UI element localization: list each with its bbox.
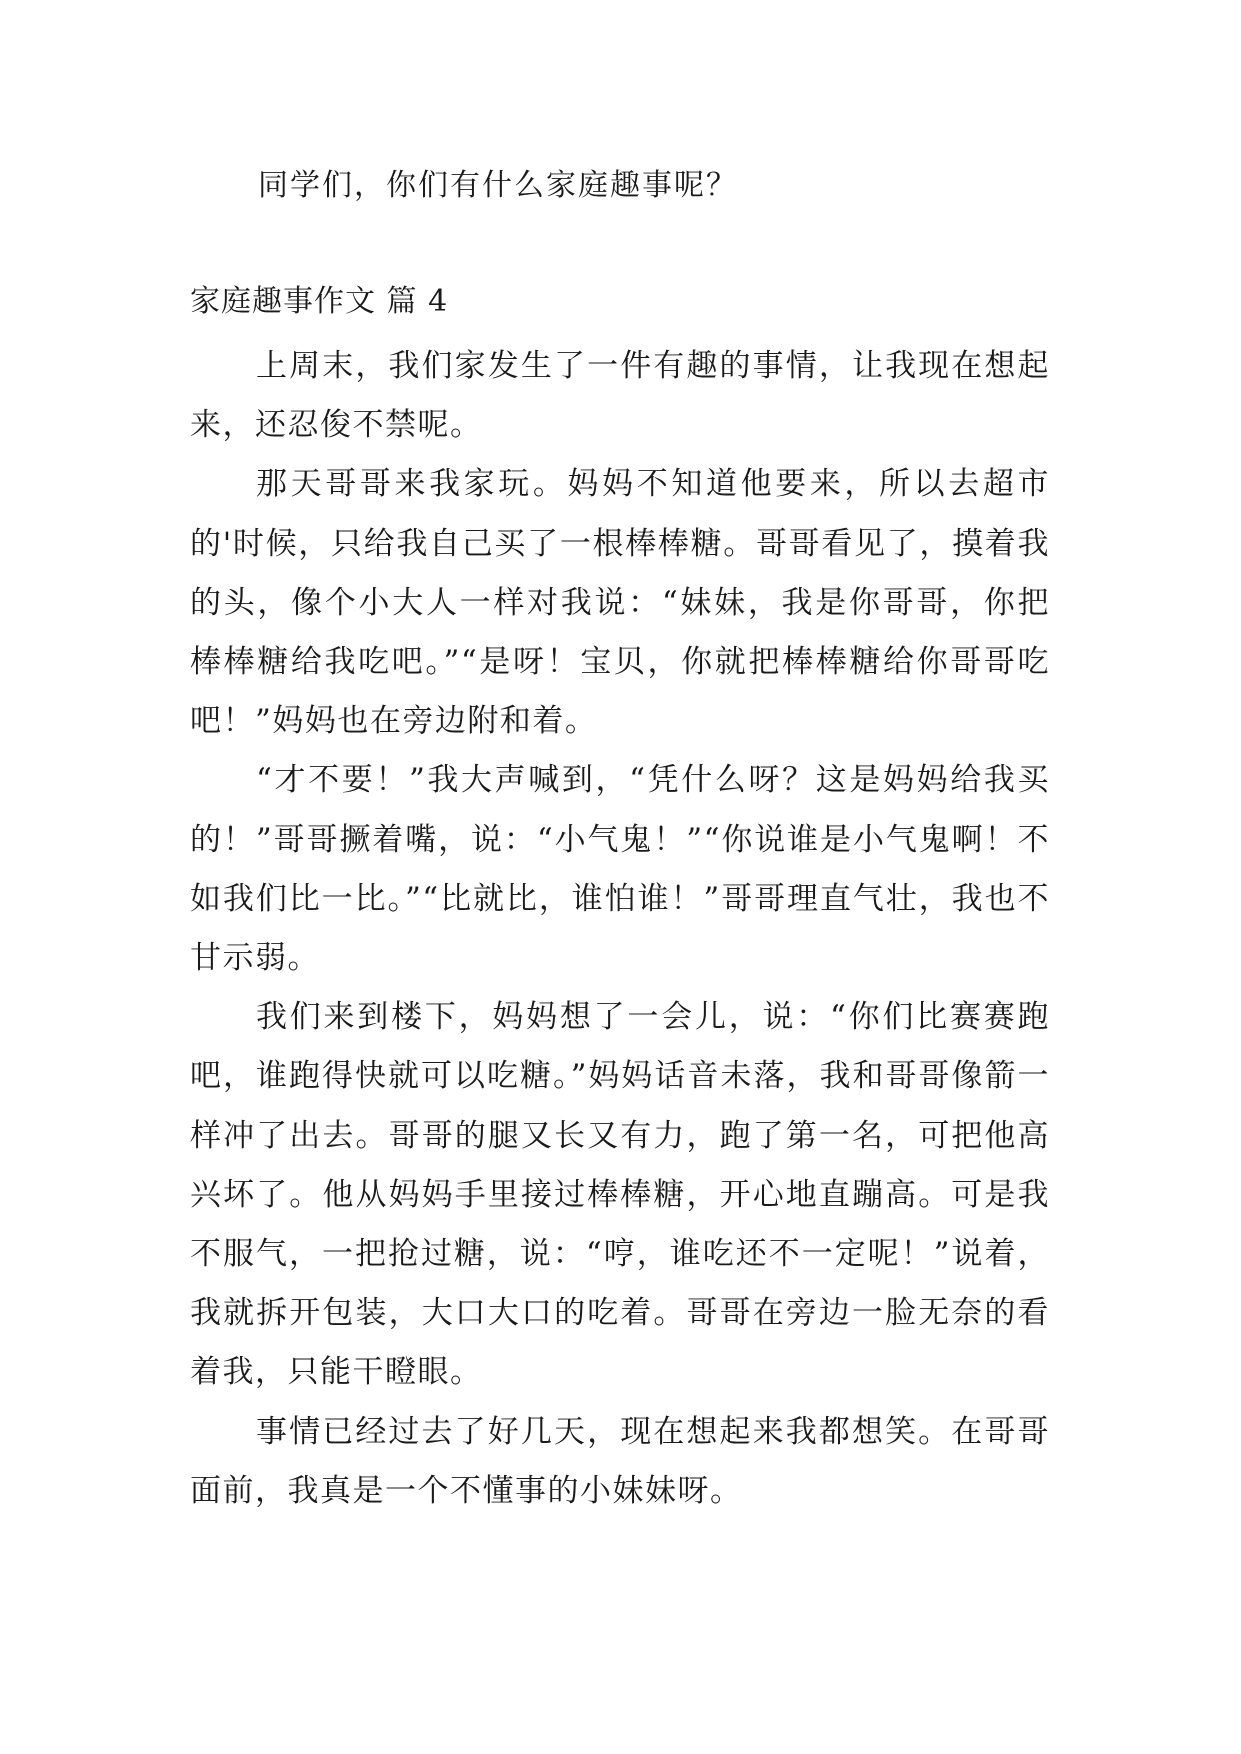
paragraph: 那天哥哥来我家玩。妈妈不知道他要来，所以去超市的'时候，只给我自己买了一根棒棒糖。哥哥看见了，摸着我的头，像个小大人一样对我说：“妹妹，我是你哥哥，你把棒棒糖给我吃吧。”“是呀！宝贝，你就把棒棒糖给你哥哥吃吧！”妈妈也在旁边附和着。 (190, 466, 1050, 740)
intro-question: 同学们，你们有什么家庭趣事呢？ (258, 168, 738, 203)
section-title: 家庭趣事作文 篇 4 (190, 284, 449, 319)
paragraph: 事情已经过去了好几天，现在想起来我都想笑。在哥哥面前，我真是一个不懂事的小妹妹呀。 (190, 1413, 1050, 1509)
paragraph: 上周末，我们家发生了一件有趣的事情，让我现在想起来，还忍俊不禁呢。 (190, 348, 1050, 444)
paragraph: “才不要！”我大声喊到，“凭什么呀？这是妈妈给我买的！”哥哥撅着嘴，说：“小气鬼！”“你说谁是小气鬼啊！不如我们比一比。”“比就比，谁怕谁！”哥哥理直气壮，我也不甘示弱。 (190, 762, 1050, 977)
essay-body (190, 337, 1050, 1521)
paragraph: 我们来到楼下，妈妈想了一会儿，说：“你们比赛赛跑吧，谁跑得快就可以吃糖。”妈妈话音未落，我和哥哥像箭一样冲了出去。哥哥的腿又长又有力，跑了第一名，可把他高兴坏了。他从妈妈手里接过棒棒糖，开心地直蹦高。可是我不服气，一把抢过糖，说：“哼，谁吃还不一定呢！”说着，我就拆开包装，大口大口的吃着。哥哥在旁边一脸无奈的看着我，只能干瞪眼。 (190, 999, 1050, 1391)
